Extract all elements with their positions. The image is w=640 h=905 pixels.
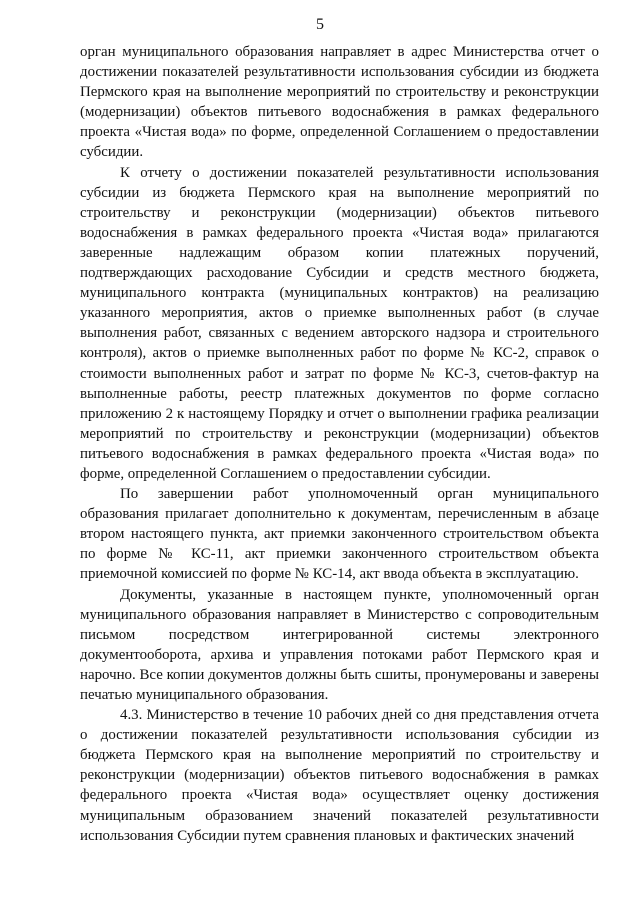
paragraph-continuation: орган муниципального образования направляет в адрес Министерства отчет о достижении показателей результативности использования субсидии из бюджета Пермского края на выполнение мероприятий по строительству и реконструкции (модернизации) объектов питьевого водоснабжения в рамках федерального проекта «Чистая вода» по форме, определенной Соглашением о предоставлении субсидии. — [80, 44, 599, 161]
paragraph-section-4-3: 4.3. Министерство в течение 10 рабочих дней со дня представления отчета о достижении показателей результативности использования субсидии из бюджета Пермского края на выполнение мероприятий по строительству и реконструкции (модернизации) объектов питьевого водоснабжения в рамках федерального проекта «Чистая вода» осуществляет оценку достижения муниципальным образованием значений показателей результативности использования Субсидии путем сравнения плановых и фактических значений — [80, 707, 599, 844]
paragraph-report-attachments: К отчету о достижении показателей результативности использования субсидии из бюджета Пермского края на выполнение мероприятий по строительству и реконструкции (модернизации) объектов питьевого водоснабжения в рамках федерального проекта «Чистая вода» прилагаются заверенные надлежащим образом копии платежных поручений, подтверждающих расходование Субсидии и средств местного бюджета, муниципального контракта (муниципальных контрактов) на реализацию указанного мероприятия, актов о приемке выполненных работ (в случае выполнения работ, связанных с ведением авторского надзора и строительного контроля), актов о приемке выполненных работ по форме № КС-2, справок о стоимости выполненных работ и затрат по форме № КС-3, счетов-фактур на выполненные работы, реестр платежных документов по форме согласно приложению 2 к настоящему Порядку и отчет о выполнении графика реализации мероприятий по строительству и реконструкции (модернизации) объектов питьевого водоснабжения в рамках федерального проекта «Чистая вода» по форме, определенной Соглашением о предоставлении субсидии. — [80, 164, 599, 482]
document-body — [80, 42, 599, 846]
paragraph-completion-documents: По завершении работ уполномоченный орган муниципального образования прилагает дополнительно к документам, перечисленным в абзаце втором настоящего пункта, акт приемки законченного строительством объекта по форме № КС-11, акт приемки законченного строительством объекта приемочной комиссией по форме № КС-14, акт ввода объекта в эксплуатацию. — [80, 486, 599, 583]
page-number: 5 — [316, 16, 324, 33]
paragraph-submission-procedure: Документы, указанные в настоящем пункте, уполномоченный орган муниципального образования направляет в Министерство с сопроводительным письмом посредством интегрированной системы электронного документооборота, архива и управления потоками работ Пермского края и нарочно. Все копии документов должны быть сшиты, пронумерованы и заверены печатью муниципального образования. — [80, 586, 599, 703]
